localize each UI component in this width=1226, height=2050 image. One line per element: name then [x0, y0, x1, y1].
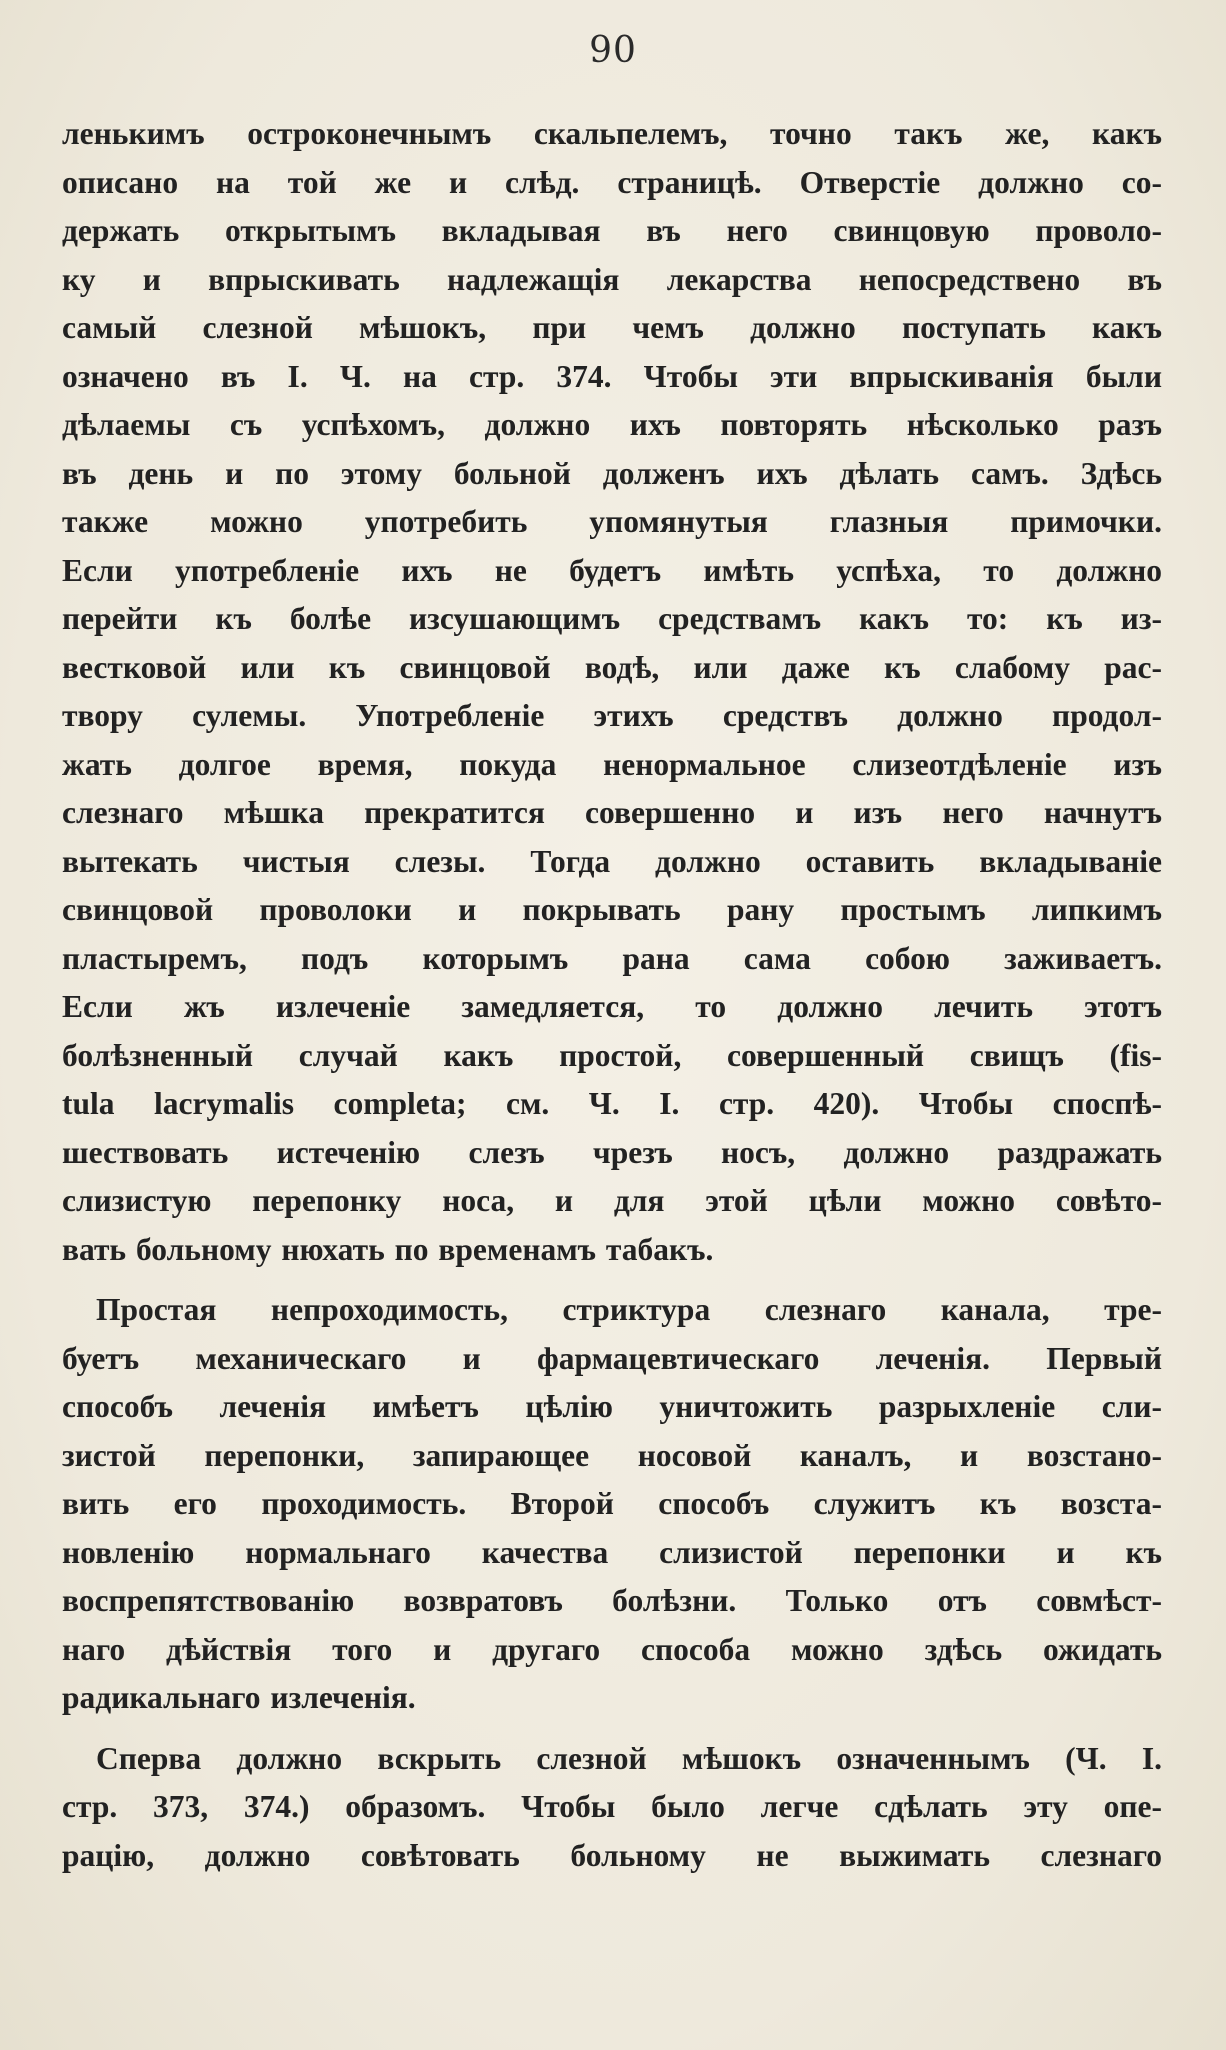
- text-line: болѣзненный случай какъ простой, совершенный свищъ (fis-: [62, 1037, 1162, 1073]
- paragraph-2: [62, 1286, 1162, 1723]
- text-line: вать больному нюхать по временамъ табакъ.: [62, 1231, 714, 1267]
- text-line: буетъ механическаго и фармацевтическаго леченія. Первый: [62, 1340, 1162, 1376]
- text-line: новленію нормальнаго качества слизистой перепонки и къ: [62, 1534, 1162, 1570]
- text-line: описано на той же и слѣд. страницѣ. Отверстіе должно со-: [62, 164, 1162, 200]
- text-line: зистой перепонки, запирающее носовой каналъ, и возстано-: [62, 1437, 1162, 1473]
- text-line: пластыремъ, подъ которымъ рана сама собою заживаетъ.: [62, 940, 1162, 976]
- text-line: слезнаго мѣшка прекратится совершенно и изъ него начнутъ: [62, 795, 1162, 830]
- body-text: [62, 110, 1162, 1880]
- text-line: самый слезной мѣшокъ, при чемъ должно поступать какъ: [62, 310, 1162, 345]
- text-line: рацію, должно совѣтовать больному не выжимать слезнаго: [62, 1837, 1162, 1873]
- text-line: вестковой или къ свинцовой водѣ, или даже къ слабому рас-: [62, 649, 1162, 685]
- text-line: означено въ I. Ч. на стр. 374. Чтобы эти впрыскиванія были: [62, 358, 1162, 394]
- text-line: ленькимъ остроконечнымъ скальпелемъ, точно такъ же, какъ: [62, 116, 1162, 151]
- text-line: также можно употребить упомянутыя глазныя примочки.: [62, 504, 1162, 539]
- paragraph-gap: [62, 1274, 1162, 1286]
- page-number: 90: [589, 30, 637, 71]
- text-line: Простая непроходимость, стриктура слезнаго канала, тре-: [96, 1292, 1162, 1327]
- text-line: дѣлаемы съ успѣхомъ, должно ихъ повторять нѣсколько разъ: [62, 407, 1162, 442]
- text-line: наго дѣйствія того и другаго способа можно здѣсь ожидать: [62, 1631, 1162, 1667]
- text-line: tula lacrymalis completa; см. Ч. I. стр. 420). Чтобы споспѣ-: [62, 1086, 1162, 1121]
- text-line: Если употребленіе ихъ не будетъ имѣть успѣха, то должно: [62, 552, 1162, 588]
- text-line: способъ леченія имѣетъ цѣлію уничтожить разрыхленіе сли-: [62, 1389, 1162, 1424]
- text-line: Сперва должно вскрыть слезной мѣшокъ означеннымъ (Ч. I.: [96, 1740, 1162, 1776]
- text-line: свинцовой проволоки и покрывать рану простымъ липкимъ: [62, 892, 1162, 927]
- paragraph-gap: [62, 1723, 1162, 1735]
- paragraph-3: [62, 1735, 1162, 1881]
- text-line: слизистую перепонку носа, и для этой цѣли можно совѣто-: [62, 1183, 1162, 1218]
- text-line: шествовать истеченію слезъ чрезъ носъ, должно раздражать: [62, 1134, 1162, 1170]
- text-line: перейти къ болѣе изсушающимъ средствамъ какъ то: къ из-: [62, 601, 1162, 636]
- text-line: Если жъ излеченіе замедляется, то должно лечить этотъ: [62, 989, 1162, 1024]
- text-line: ку и впрыскивать надлежащія лекарства непосредствено въ: [62, 261, 1162, 297]
- text-line: радикальнаго излеченія.: [62, 1680, 416, 1715]
- text-line: вить его проходимость. Второй способъ служитъ къ возста-: [62, 1486, 1162, 1521]
- text-line: держать открытымъ вкладывая въ него свинцовую проволо-: [62, 213, 1162, 248]
- paragraph-1: [62, 110, 1162, 1274]
- text-line: воспрепятствованію возвратовъ болѣзни. Только отъ совмѣст-: [62, 1583, 1162, 1618]
- text-line: жать долгое время, покуда ненормальное слизеотдѣленіе изъ: [62, 746, 1162, 782]
- text-line: въ день и по этому больной долженъ ихъ дѣлать самъ. Здѣсь: [62, 455, 1162, 491]
- text-line: твору сулемы. Употребленіе этихъ средствъ должно продол-: [62, 698, 1162, 733]
- text-line: стр. 373, 374.) образомъ. Чтобы было легче сдѣлать эту опе-: [62, 1789, 1162, 1824]
- text-line: вытекать чистыя слезы. Тогда должно оставить вкладываніе: [62, 843, 1162, 879]
